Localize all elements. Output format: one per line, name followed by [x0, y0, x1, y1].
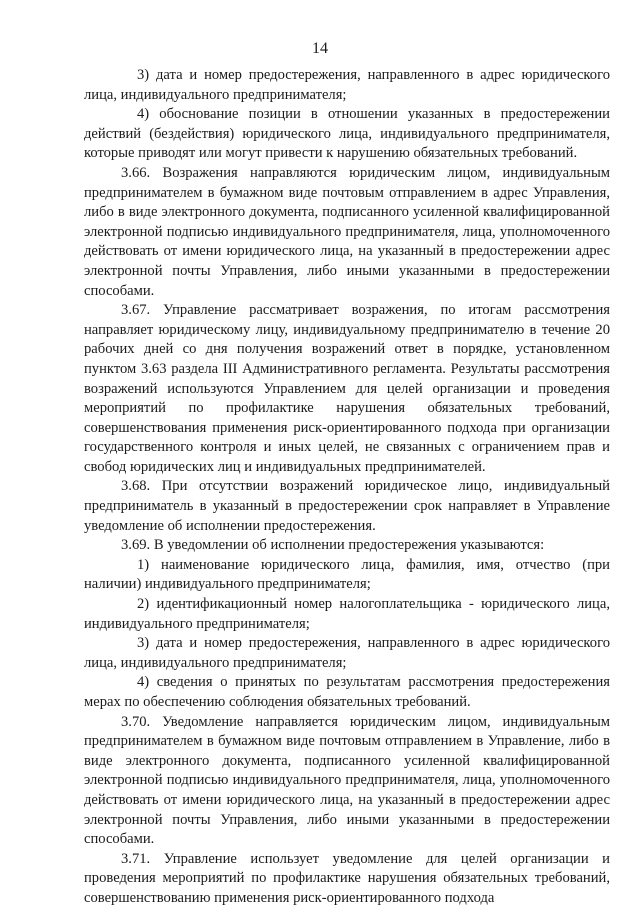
list-item-2-inn: 2) идентификационный номер налогоплательщика - юридического лица, индивидуального предпринимателя;	[84, 596, 610, 632]
clause-3-67: 3.67. Управление рассматривает возражения, по итогам рассмотрения направляет юридическому лицу, индивидуальному предпринимателю в течение 20 рабочих дней со дня получения возражений ответ в порядке, установленном пунктом 3.63 раздела III Административного регламента. Результаты рассмотрения возражений используются Управлением для целей организации и проведения мероприятий по профилактике нарушения обязательных требований, совершенствования применения риск-ориентированного подхода при организации государственного контроля и иных целей, не связанных с ограничением прав и свобод юридических лиц и индивидуальных предпринимателей.	[84, 302, 610, 475]
page-number: 14	[312, 40, 328, 57]
list-item-4-justification: 4) обоснование позиции в отношении указанных в предостережении действий (бездействия) юридического лица, индивидуального предпринимателя, которые приводят или могут привести к нарушению обязательных требований.	[84, 106, 610, 162]
list-item-3-date-number: 3) дата и номер предостережения, направленного в адрес юридического лица, индивидуального предпринимателя;	[84, 67, 610, 103]
clause-3-71: 3.71. Управление использует уведомление для целей организации и проведения мероприятий по профилактике нарушения обязательных требований, совершенствованию применения риск-ориентированного подхода	[84, 850, 610, 906]
document-body	[84, 66, 610, 909]
clause-3-70: 3.70. Уведомление направляется юридическим лицом, индивидуальным предпринимателем в бумажном виде почтовым отправлением в Управление, либо в виде электронного документа, подписанного усиленной квалифицированной электронной подписью индивидуального предпринимателя, лица, уполномоченного действовать от имени юридического лица, на указанный в предостережении адрес электронной почты Управления, либо иными указанными в предостережении способами.	[84, 713, 610, 848]
list-item-3-date-number-repeat: 3) дата и номер предостережения, направленного в адрес юридического лица, индивидуального предпринимателя;	[84, 635, 610, 671]
list-item-1-name: 1) наименование юридического лица, фамилия, имя, отчество (при наличии) индивидуального предпринимателя;	[84, 556, 610, 593]
list-item-4-measures: 4) сведения о принятых по результатам рассмотрения предостережения мерах по обеспечению соблюдения обязательных требований.	[84, 674, 610, 710]
clause-3-68: 3.68. При отсутствии возражений юридическое лицо, индивидуальный предприниматель в указанный в предостережении срок направляет в Управление уведомление об исполнении предостережения.	[84, 478, 610, 534]
clause-3-69: 3.69. В уведомлении об исполнении предостережения указываются:	[121, 537, 545, 554]
clause-3-66: 3.66. Возражения направляются юридическим лицом, индивидуальным предпринимателем в бумажном виде почтовым отправлением в адрес Управления, либо в виде электронного документа, подписанного усиленной квалифицированной электронной подписью индивидуального предпринимателя, лица, уполномоченного действовать от имени юридического лица, на указанный в предостережении адрес электронной почты Управления, либо иными указанными в предостережении способами.	[84, 164, 610, 299]
